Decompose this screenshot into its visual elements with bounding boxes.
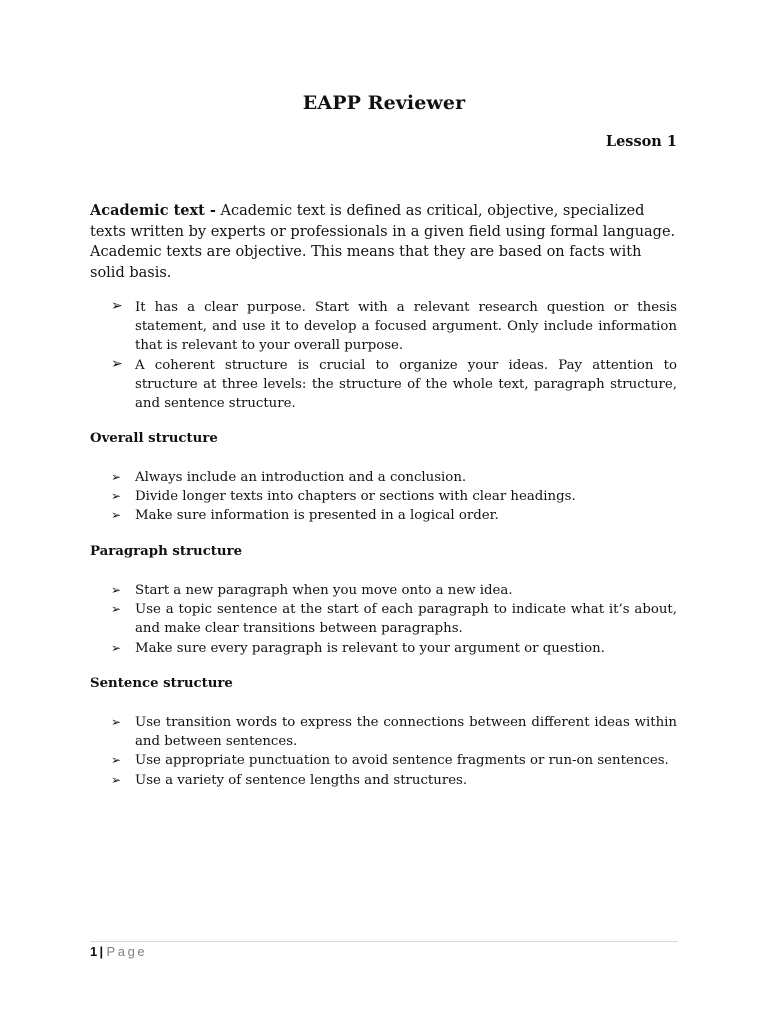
list-item bbox=[90, 751, 677, 770]
defined-term: Academic text - bbox=[90, 202, 216, 219]
arrowhead-bullet-icon: ➢ bbox=[111, 753, 122, 768]
list-item bbox=[90, 639, 677, 658]
intro-bullet-list bbox=[90, 298, 677, 413]
list-item bbox=[90, 581, 677, 600]
list-item-text: Make sure information is presented in a logical order. bbox=[135, 508, 499, 524]
section-heading-sentence-structure: Sentence structure bbox=[90, 676, 233, 691]
page-footer bbox=[90, 944, 147, 959]
list-item bbox=[90, 356, 677, 414]
footer-divider bbox=[90, 941, 678, 942]
list-item-text: Make sure every paragraph is relevant to your argument or question. bbox=[135, 640, 605, 656]
list-item-text: Use transition words to express the connections between different ideas within and between sentences. bbox=[135, 715, 677, 750]
section-heading-paragraph-structure: Paragraph structure bbox=[90, 544, 243, 559]
arrowhead-bullet-icon: ➢ bbox=[111, 602, 122, 617]
list-item-text: It has a clear purpose. Start with a relevant research question or thesis statement, and use it to develop a focused argument. Only include information that is relevant to your overall purpose. bbox=[135, 300, 677, 354]
list-item bbox=[90, 600, 677, 638]
lesson-label: Lesson 1 bbox=[605, 133, 677, 150]
paragraph-structure-list bbox=[90, 581, 677, 658]
page-label: Page bbox=[106, 944, 148, 959]
list-item-text: Always include an introduction and a conclusion. bbox=[135, 470, 467, 485]
document-title: EAPP Reviewer bbox=[302, 92, 466, 114]
list-item-text: Use appropriate punctuation to avoid sentence fragments or run-on sentences. bbox=[135, 753, 669, 769]
arrowhead-bullet-icon: ➢ bbox=[111, 508, 122, 523]
list-item bbox=[90, 713, 677, 751]
arrowhead-bullet-icon: ➢ bbox=[111, 715, 122, 729]
overall-structure-list bbox=[90, 468, 677, 526]
list-item bbox=[90, 298, 677, 356]
sentence-structure-list bbox=[90, 713, 677, 790]
list-item bbox=[90, 487, 677, 506]
arrowhead-bullet-icon: ➢ bbox=[111, 583, 122, 597]
list-item-text: Use a variety of sentence lengths and structures. bbox=[135, 772, 468, 788]
list-item bbox=[90, 771, 677, 790]
list-item-text: Start a new paragraph when you move onto a new idea. bbox=[135, 583, 513, 598]
intro-paragraph bbox=[90, 201, 680, 284]
list-item-text: Divide longer texts into chapters or sections with clear headings. bbox=[135, 489, 576, 505]
arrowhead-bullet-icon: ➢ bbox=[111, 489, 122, 504]
list-item bbox=[90, 468, 677, 487]
list-item bbox=[90, 506, 677, 525]
page-number: 1 bbox=[90, 944, 98, 959]
arrowhead-bullet-icon: ➢ bbox=[111, 355, 123, 372]
list-item-text: A coherent structure is crucial to organize your ideas. Pay attention to structure at three levels: the structure of the whole text, paragraph structure, and sentence structure. bbox=[135, 357, 677, 412]
arrowhead-bullet-icon: ➢ bbox=[111, 298, 123, 314]
arrowhead-bullet-icon: ➢ bbox=[111, 772, 122, 787]
arrowhead-bullet-icon: ➢ bbox=[111, 640, 122, 655]
term-definition: Academic text is defined as critical, objective, specialized texts written by experts or professionals in a given field using formal language. Academic texts are objective. This means that they are based on facts with solid basis. bbox=[90, 203, 676, 282]
footer-separator: | bbox=[99, 944, 104, 959]
list-item-text: Use a topic sentence at the start of each paragraph to indicate what it’s about, and make clear transitions between paragraphs. bbox=[135, 602, 677, 637]
section-heading-overall-structure: Overall structure bbox=[90, 431, 218, 446]
arrowhead-bullet-icon: ➢ bbox=[111, 470, 122, 484]
